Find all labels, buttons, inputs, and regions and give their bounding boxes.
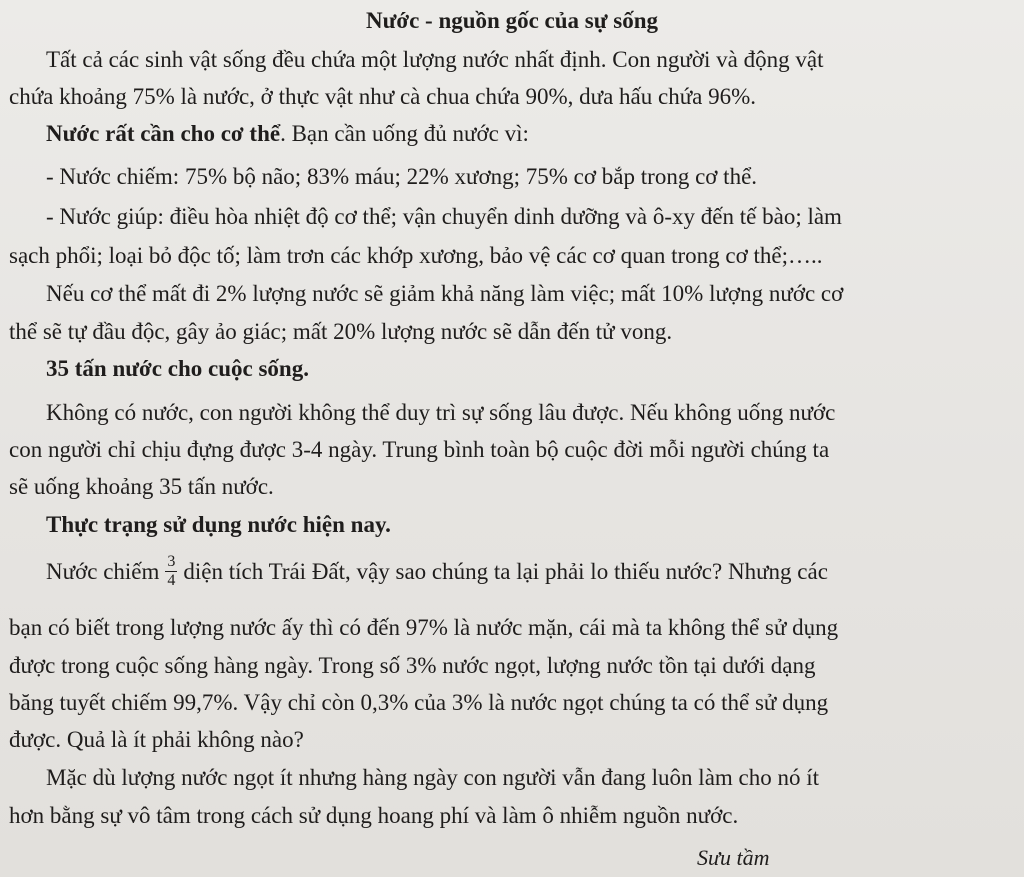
dehydration-line-1: Nếu cơ thể mất đi 2% lượng nước sẽ giảm khả năng làm việc; mất 10% lượng nước cơ bbox=[46, 281, 844, 306]
section-heading-current-state: Thực trạng sử dụng nước hiện nay. bbox=[46, 512, 391, 537]
current-state-line-2: bạn có biết trong lượng nước ấy thì có đến 97% là nước mặn, cái mà ta không thể sử dụng bbox=[9, 615, 839, 640]
current-state-line-5: được. Quả là ít phải không nào? bbox=[9, 727, 304, 752]
section-heading-35-tons: 35 tấn nước cho cuộc sống. bbox=[46, 356, 309, 381]
intro-line-2: chứa khoảng 75% là nước, ở thực vật như cà chua chứa 90%, dưa hấu chứa 96%. bbox=[9, 84, 757, 109]
text-after-fraction: diện tích Trái Đất, vậy sao chúng ta lại phải lo thiếu nước? Nhưng các bbox=[183, 559, 828, 584]
article-title: Nước - nguồn gốc của sự sống bbox=[365, 8, 659, 33]
current-state-line-4: băng tuyết chiếm 99,7%. Vậy chỉ còn 0,3% của 3% là nước ngọt chúng ta có thể sử dụng bbox=[9, 690, 829, 715]
fraction-denominator: 4 bbox=[167, 572, 176, 590]
conclusion-line-1: Mặc dù lượng nước ngọt ít nhưng hàng ngày con người vẫn đang luôn làm cho nó ít bbox=[46, 765, 820, 790]
dehydration-line-2: thể sẽ tự đầu độc, gây ảo giác; mất 20% lượng nước sẽ dẫn đến tử vong. bbox=[9, 319, 673, 344]
conclusion-line-2: hơn bằng sự vô tâm trong cách sử dụng hoang phí và làm ô nhiễm nguồn nước. bbox=[9, 803, 739, 828]
bullet-water-share: - Nước chiếm: 75% bộ não; 83% máu; 22% xương; 75% cơ bắp trong cơ thể. bbox=[46, 164, 758, 189]
current-state-line-3: được trong cuộc sống hàng ngày. Trong số 3% nước ngọt, lượng nước tồn tại dưới dạng bbox=[9, 653, 816, 678]
fraction-numerator: 3 bbox=[167, 553, 176, 571]
survival-line-2: con người chỉ chịu đựng được 3-4 ngày. Trung bình toàn bộ cuộc đời mỗi người chúng ta bbox=[9, 437, 830, 462]
source-signature: Sưu tầm bbox=[697, 845, 770, 870]
intro-line-1: Tất cả các sinh vật sống đều chứa một lượng nước nhất định. Con người và động vật bbox=[46, 47, 824, 72]
fraction-three-quarters bbox=[165, 553, 177, 590]
bullet-water-helps-line-1: - Nước giúp: điều hòa nhiệt độ cơ thể; vận chuyển dinh dưỡng và ô-xy đến tế bào; làm bbox=[46, 204, 842, 229]
survival-line-3: sẽ uống khoảng 35 tấn nước. bbox=[9, 474, 274, 499]
heading-rest-text: . Bạn cần uống đủ nước vì: bbox=[280, 121, 529, 146]
section-heading-body-needs bbox=[0, 116, 1024, 152]
survival-line-1: Không có nước, con người không thể duy trì sự sống lâu được. Nếu không uống nước bbox=[46, 400, 836, 425]
current-state-line-1 bbox=[0, 554, 1024, 592]
heading-bold-text: Nước rất cần cho cơ thể bbox=[46, 121, 281, 146]
text-before-fraction: Nước chiếm bbox=[46, 559, 160, 584]
bullet-water-helps-line-2: sạch phổi; loại bỏ độc tố; làm trơn các khớp xương, bảo vệ các cơ quan trong cơ thể;….. bbox=[9, 243, 823, 268]
